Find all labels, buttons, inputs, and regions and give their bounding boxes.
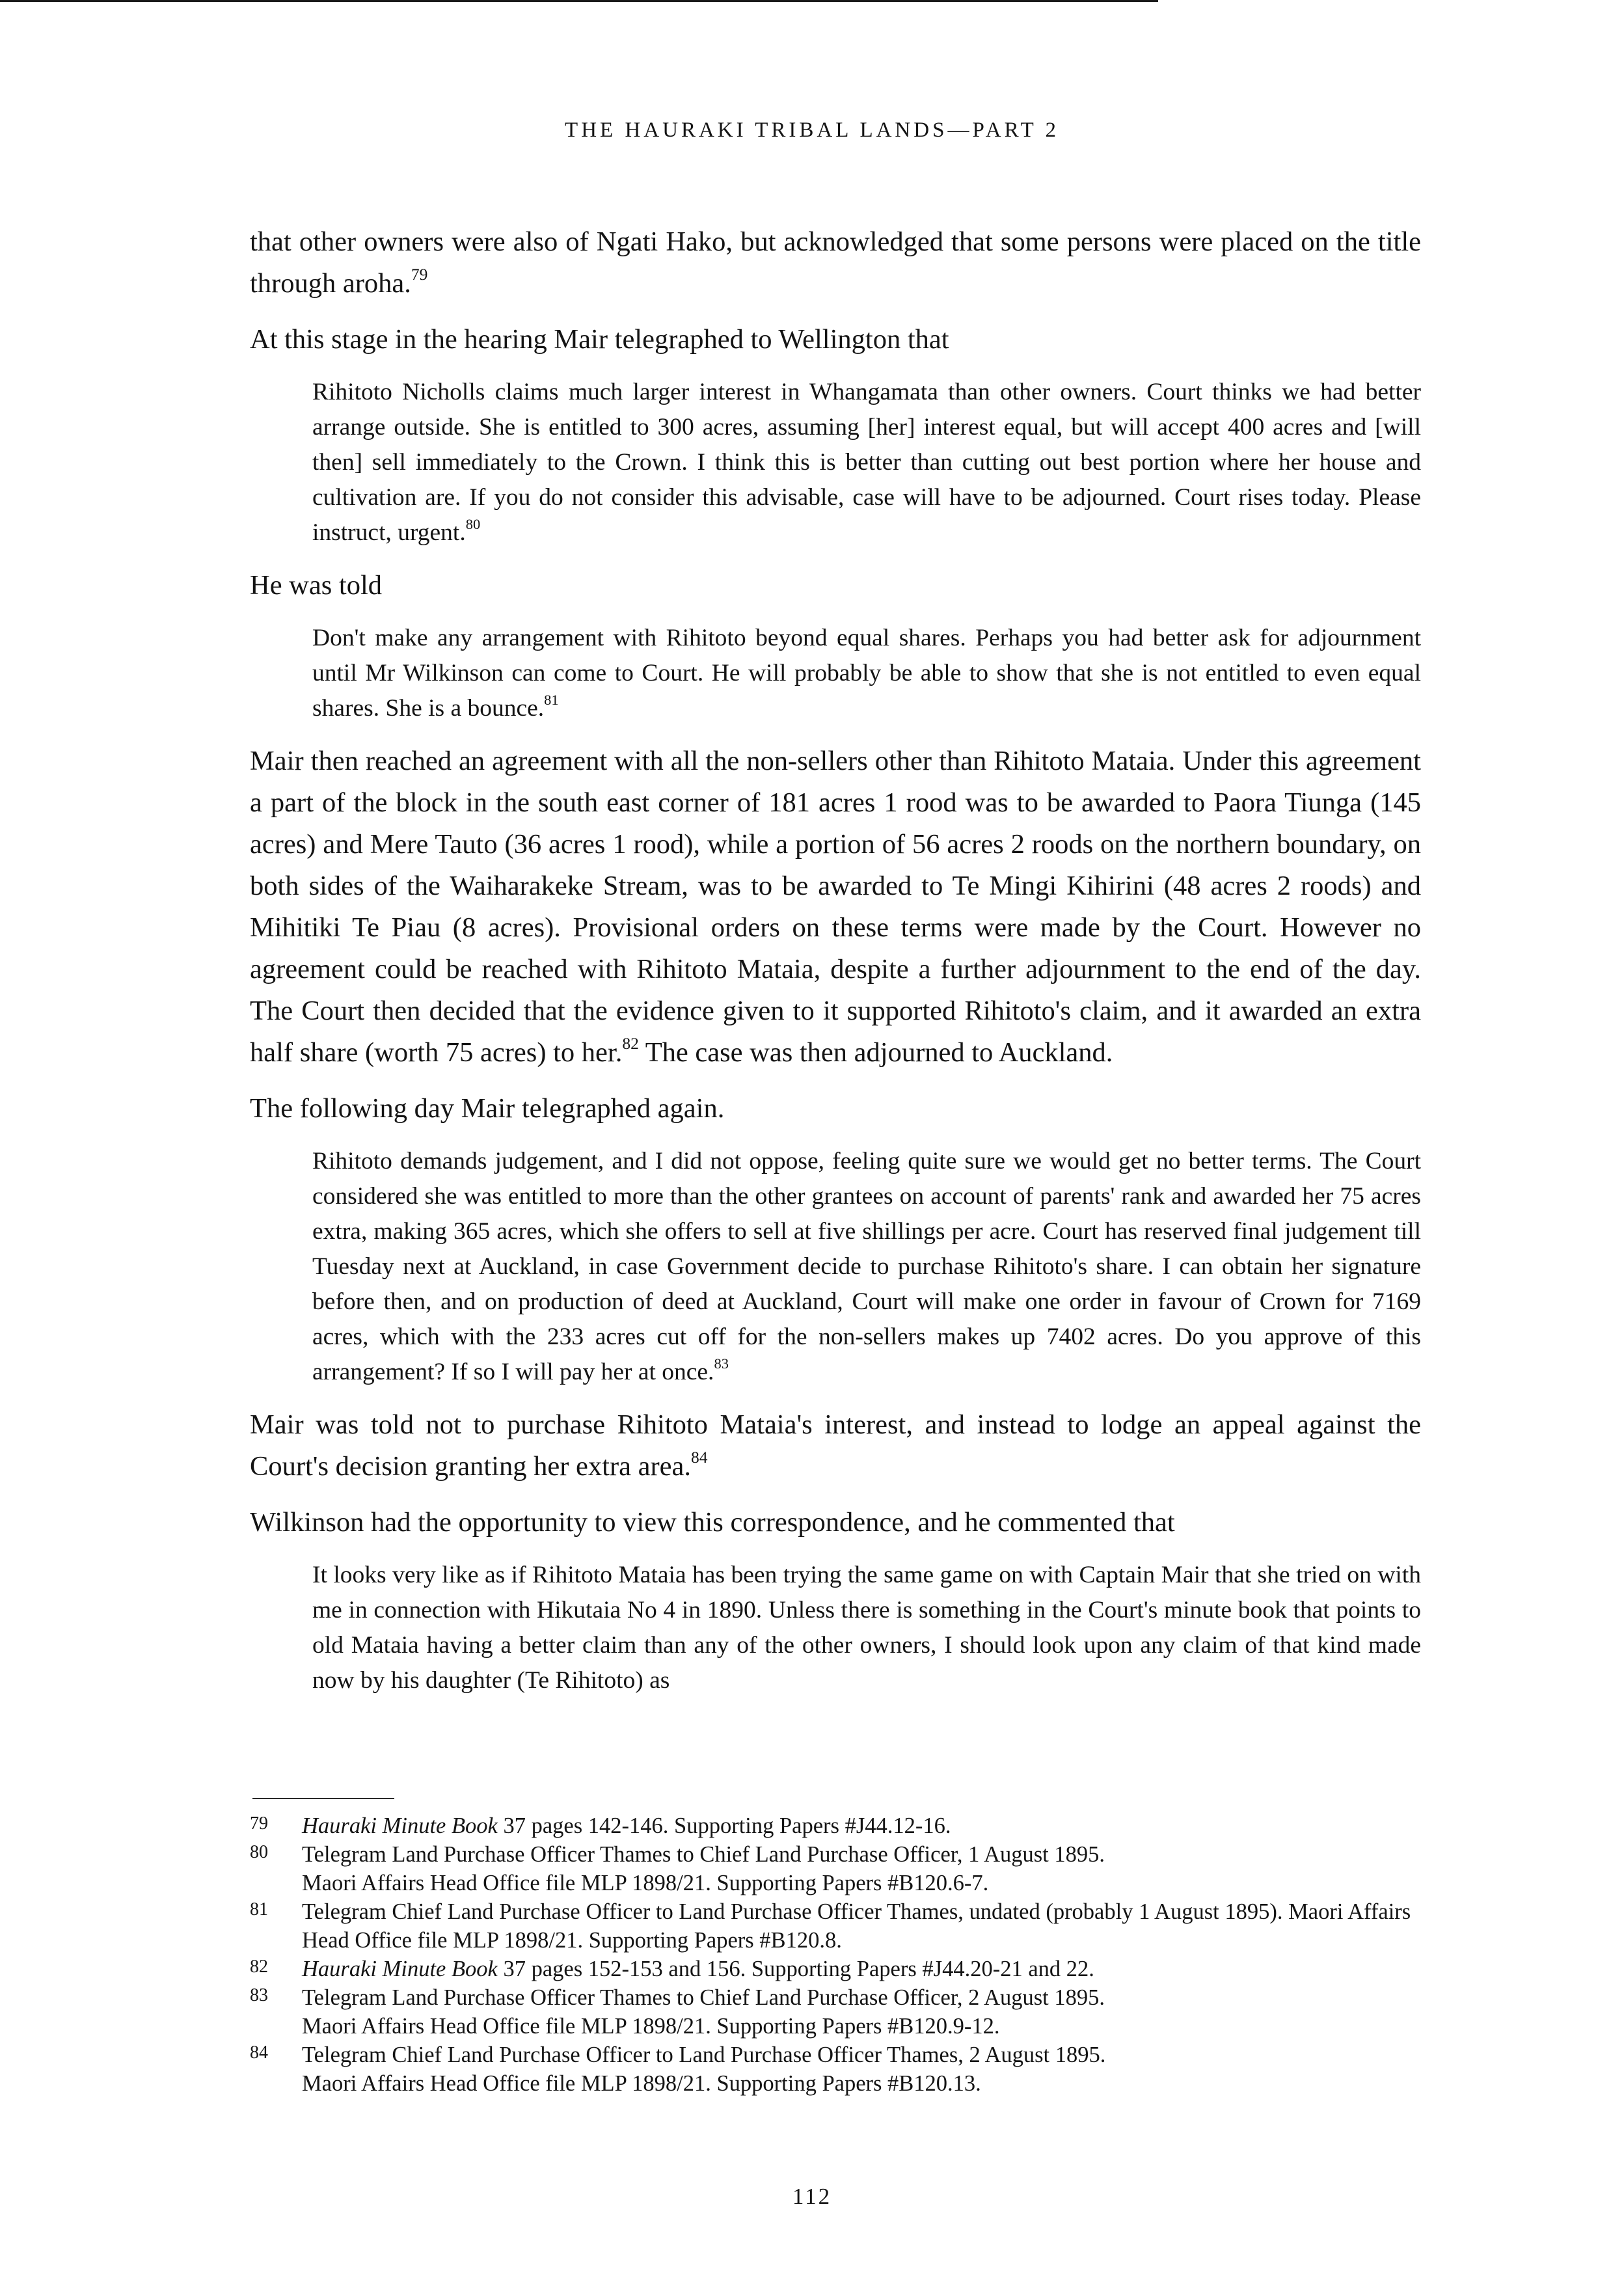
footnote-text: Hauraki Minute Book 37 pages 142-146. Supporting Papers #J44.12-16. (302, 1813, 951, 1838)
footnote-83 (250, 1983, 1421, 2041)
page-top-edge-rule (0, 0, 1158, 2)
footnote-text: Telegram Land Purchase Officer Thames to Chief Land Purchase Officer, 2 August 1895. Maori Affairs Head Office file MLP 1898/21. Supporting Papers #B120.9-12. (302, 1985, 1105, 2039)
footnote-number: 82 (250, 1957, 268, 1977)
footnote-ref-84: 84 (690, 1447, 708, 1467)
footnote-number: 79 (250, 1813, 268, 1834)
footnote-text: Telegram Chief Land Purchase Officer to Land Purchase Officer Thames, 2 August 1895. Maori Affairs Head Office file MLP 1898/21. Supporting Papers #B120.13. (302, 2043, 1106, 2096)
footnote-number: 80 (250, 1842, 268, 1862)
footnote-text: Hauraki Minute Book 37 pages 152-153 and 156. Supporting Papers #J44.20-21 and 22. (302, 1957, 1094, 1981)
paragraph-7: Wilkinson had the opportunity to view this correspondence, and he commented that (250, 1507, 1175, 1538)
footnote-number: 83 (250, 1985, 268, 2005)
footnote-number: 84 (250, 2043, 268, 2063)
footnote-text: Telegram Land Purchase Officer Thames to Chief Land Purchase Officer, 1 August 1895. Maori Affairs Head Office file MLP 1898/21. Supporting Papers #B120.6-7. (302, 1842, 1105, 1895)
paragraph-4: Mair then reached an agreement with all the non-sellers other than Rihitoto Mataia. Under this agreement a part of the block in the south east corner of 181 acres 1 rood was to be awarded to Paora Tiunga (145 acres) and Mere Tauto (36 acres 1 rood), while a portion of 56 acres 2 roods on the northern boundary, on both sides of the Waiharakeke Stream, was to be awarded to Te Mingi Kihirini (48 acres 2 roods) and Mihitiki Te Piau (8 acres). Provisional orders on these terms were made by the Court. However no agreement could be reached with Rihitoto Mataia, despite a further adjournment to the end of the day. The Court then decided that the evidence given to it supported Rihitoto's claim, and it awarded an extra half share (worth 75 acres) to her.$^{82}$ The case was then adjourned to Auckland. (250, 746, 1421, 1068)
footnotes (250, 1812, 1421, 2098)
block-quote-1: Rihitoto Nicholls claims much larger interest in Whangamata than other owners. Court thinks we had better arrange outside. She is entitled to 300 acres, assuming [her] interest equal, but will accept 400 acres and [will then] sell immediately to the Crown. I think this is better than cutting out best portion where her house and cultivation are. If you do not consider this advisable, case will have to be adjourned. Court rises today. Please instruct, urgent.$^{80}$ (312, 379, 1421, 546)
page-number: 112 (792, 2184, 832, 2209)
footnote-ref-80: 80 (465, 516, 481, 533)
footnote-82 (250, 1955, 1421, 1983)
footnote-text: Telegram Chief Land Purchase Officer to Land Purchase Officer Thames, undated (probably 1 August 1895). Maori Affairs Head Office file MLP 1898/21. Supporting Papers #B120.8. (302, 1899, 1411, 1953)
block-quote-2: Don't make any arrangement with Rihitoto beyond equal shares. Perhaps you had better ask for adjournment until Mr Wilkinson can come to Court. He will probably be able to show that she is not entitled to even equal shares. She is a bounce.$^{81}$ (312, 625, 1421, 722)
running-header: THE HAURAKI TRIBAL LANDS—PART 2 (565, 118, 1059, 142)
paragraph-6: Mair was told not to purchase Rihitoto Mataia's interest, and instead to lodge an appeal against the Court's decision granting her extra area.$^{84}$ (250, 1409, 1421, 1482)
footnote-79 (250, 1812, 1421, 1840)
footnote-84 (250, 2041, 1421, 2098)
body-text (250, 221, 1421, 1713)
footnote-ref-79: 79 (411, 264, 428, 284)
footnote-ref-81: 81 (544, 692, 559, 709)
block-quote-4: It looks very like as if Rihitoto Mataia has been trying the same game on with Captain Mair that she tried on with me in connection with Hikutaia No 4 in 1890. Unless there is something in the Court's minute book that points to old Mataia having a better claim than any of the other owners, I should look upon any claim of that kind made now by his daughter (Te Rihitoto) as (312, 1562, 1421, 1694)
paragraph-2: At this stage in the hearing Mair telegraphed to Wellington that (250, 324, 949, 355)
footnote-81 (250, 1897, 1421, 1955)
footnote-separator (252, 1798, 394, 1799)
paragraph-1: that other owners were also of Ngati Hako, but acknowledged that some persons were placed on the title through aroha.$^{79}$ (250, 226, 1421, 299)
footnote-number: 81 (250, 1899, 268, 1920)
paragraph-3: He was told (250, 570, 383, 601)
paragraph-5: The following day Mair telegraphed again. (250, 1093, 725, 1124)
block-quote-3: Rihitoto demands judgement, and I did not oppose, feeling quite sure we would get no better terms. The Court considered she was entitled to more than the other grantees on account of parents' rank and awarded her 75 acres extra, making 365 acres, which she offers to sell at five shillings per acre. Court has reserved final judgement till Tuesday next at Auckland, in case Government decide to purchase Rihitoto's share. I can obtain her signature before then, and on production of deed at Auckland, Court will make one order in favour of Crown for 7169 acres, which with the 233 acres cut off for the non-sellers makes up 7402 acres. Do you approve of this arrangement? If so I will pay her at once.$^{83}$ (312, 1148, 1421, 1385)
footnote-80 (250, 1840, 1421, 1897)
footnote-ref-83: 83 (714, 1355, 729, 1372)
footnote-ref-82: 82 (622, 1033, 639, 1053)
